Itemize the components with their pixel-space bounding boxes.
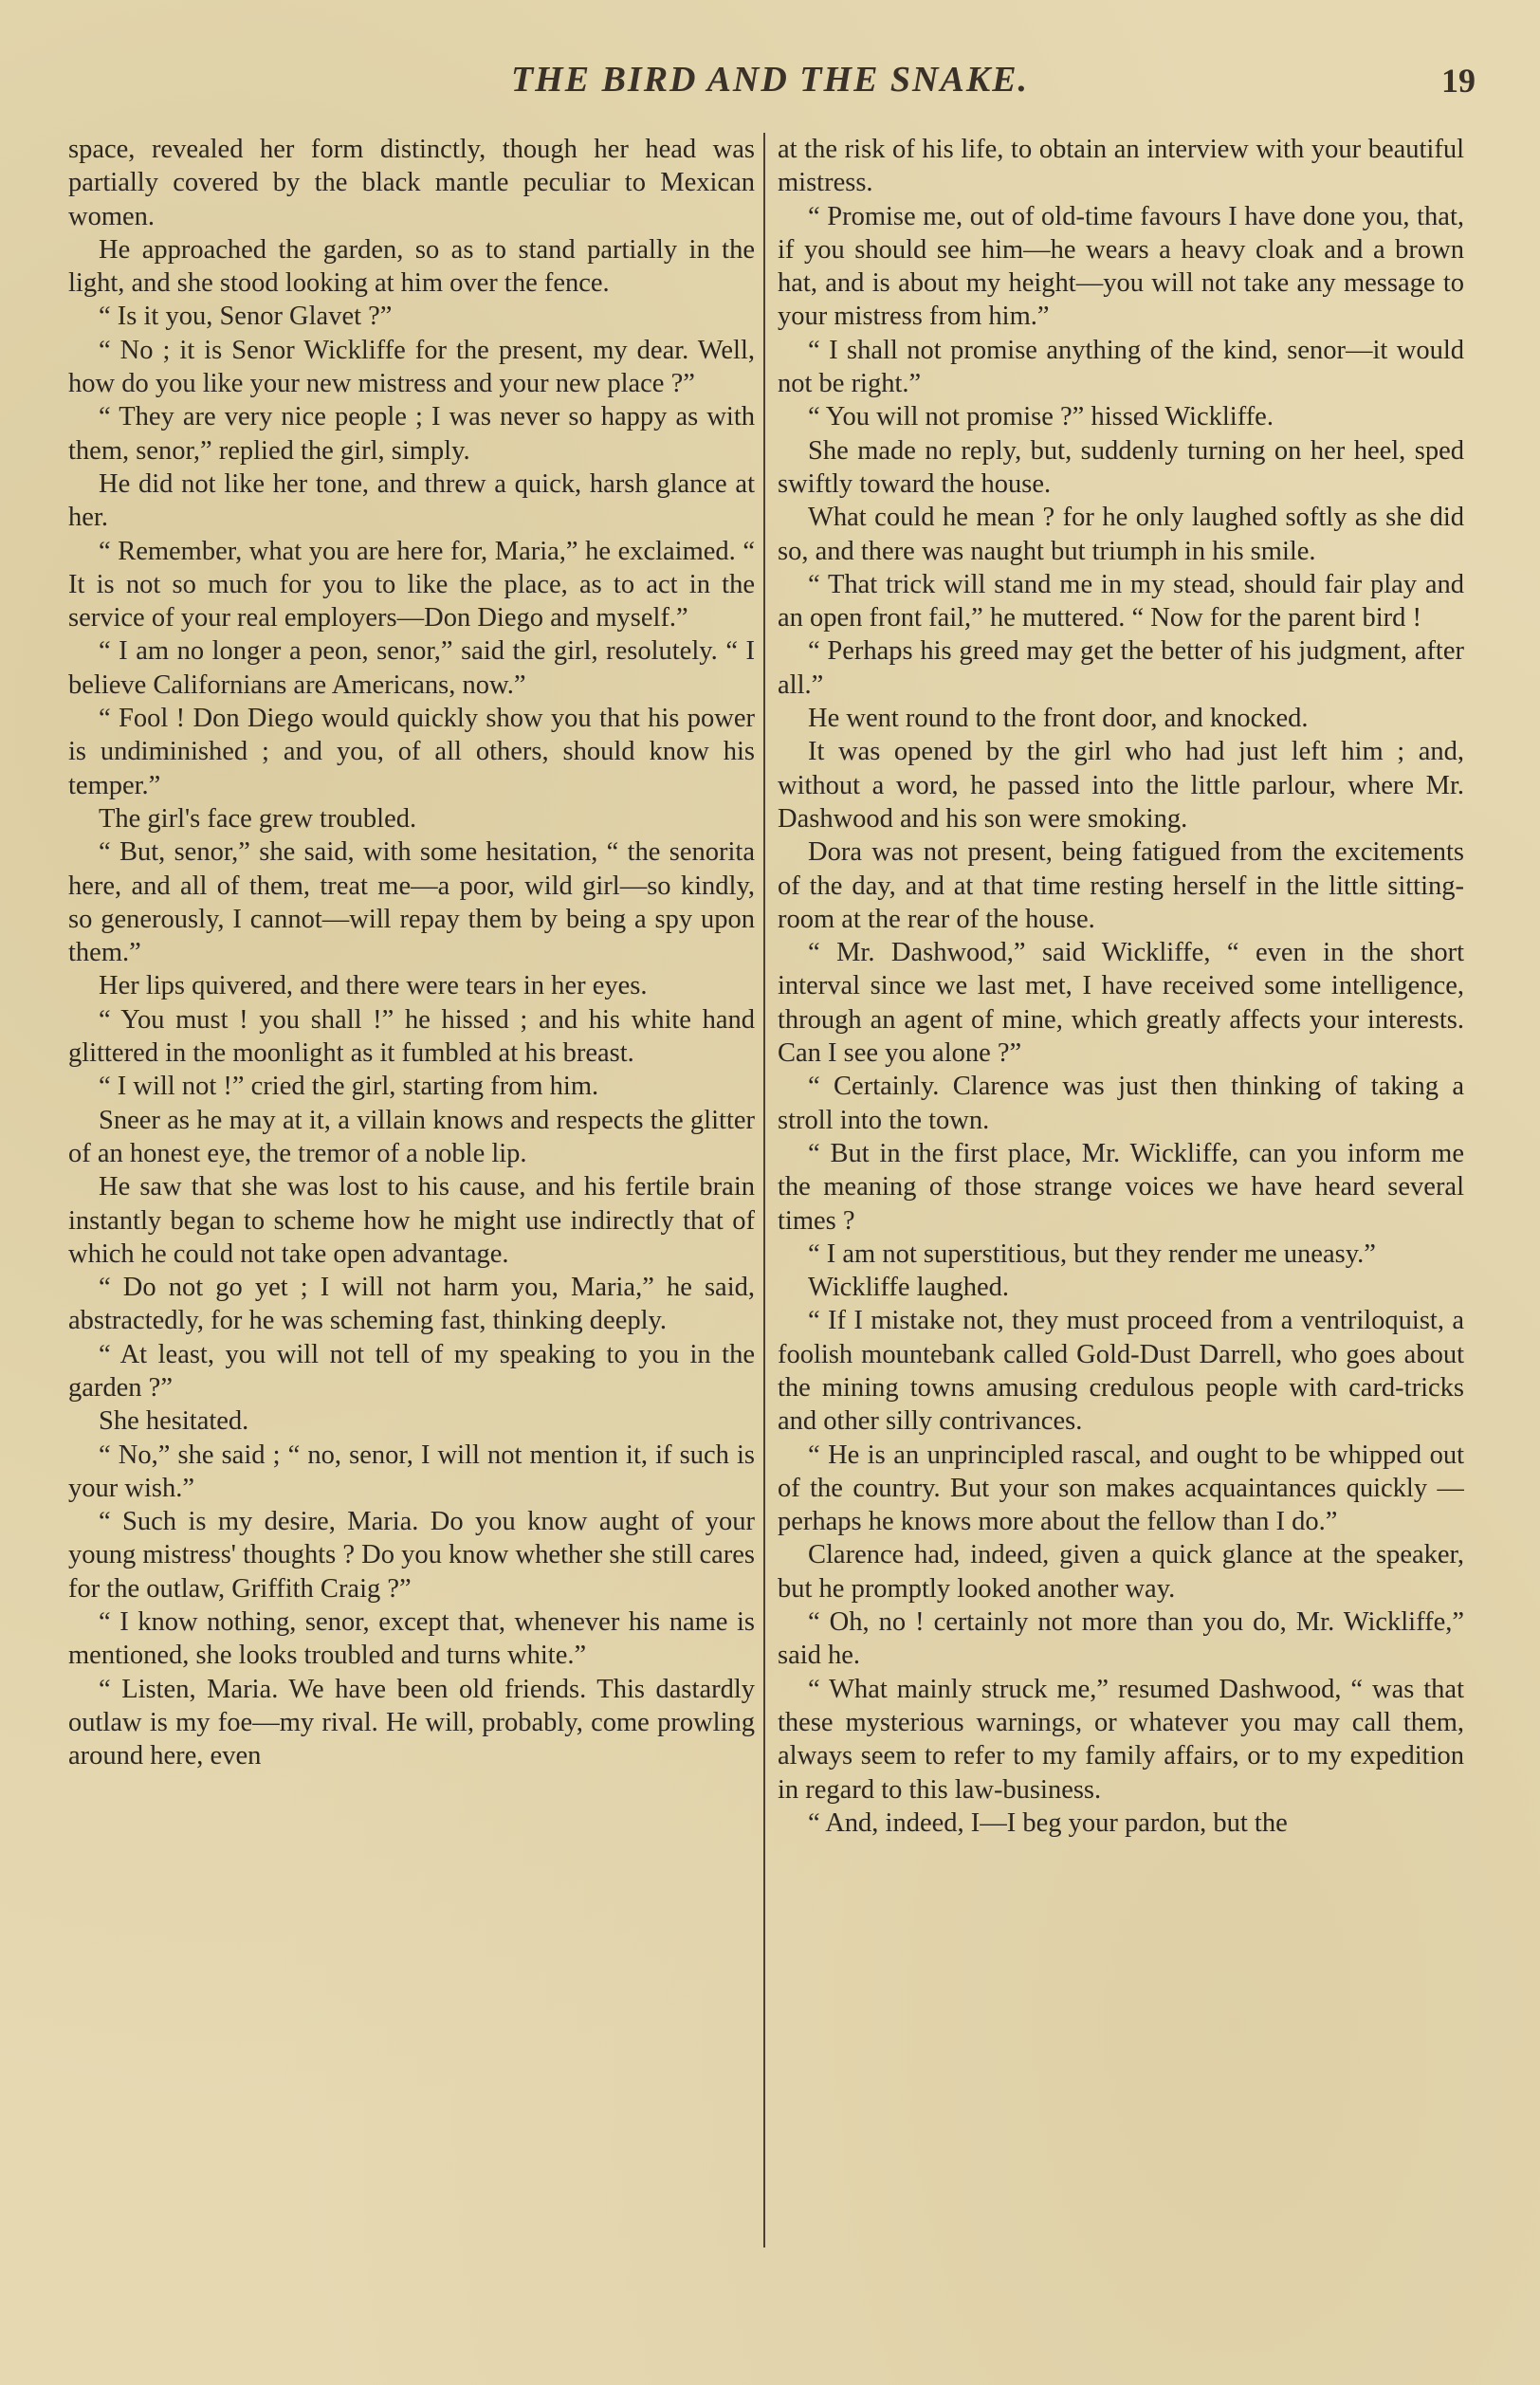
paragraph: “ You will not promise ?” hissed Wickliffe. [808, 402, 1274, 432]
paragraph: “ No ; it is Senor Wickliffe for the present, my dear. Well, how do you like your new mistress and your new place ?” [68, 335, 755, 399]
paragraph: space, revealed her form distinctly, though her head was partially covered by the black mantle peculiar to Mexican women. [68, 135, 755, 231]
paragraph: Sneer as he may at it, a villain knows and respects the glitter of an honest eye, the tremor of a noble lip. [68, 1105, 755, 1168]
paragraph: Her lips quivered, and there were tears in her eyes. [99, 971, 648, 1001]
paragraph: “ Promise me, out of old-time favours I have done you, that, if you should see him—he wears a heavy cloak and a brown hat, and is about my height—you will not take any message to your mistress from him.” [778, 201, 1464, 332]
paragraph: “ Is it you, Senor Glavet ?” [99, 302, 393, 332]
paragraph: He saw that she was lost to his cause, and his fertile brain instantly began to scheme how he might use indirectly that of which he could not take open advantage. [68, 1172, 755, 1269]
paragraph: at the risk of his life, to obtain an interview with your beautiful mistress. [778, 135, 1464, 198]
paragraph: Dora was not present, being fatigued from the excitements of the day, and at that time resting herself in the little sitting-room at the rear of the house. [778, 837, 1464, 934]
paragraph: She hesitated. [99, 1406, 249, 1437]
paragraph: “ Such is my desire, Maria. Do you know aught of your young mistress' thoughts ? Do you know whether she still cares for the outlaw, Griffith Craig ?” [68, 1507, 755, 1604]
paragraph: “ I am no longer a peon, senor,” said the girl, resolutely. “ I believe Californians are Americans, now.” [68, 636, 755, 700]
right-column [778, 133, 1464, 2295]
paragraph: “ Listen, Maria. We have been old friends. This dastardly outlaw is my foe—my rival. He will, probably, come prowling around here, even [68, 1674, 755, 1771]
paragraph: It was opened by the girl who had just left him ; and, without a word, he passed into the little parlour, where Mr. Dashwood and his son were smoking. [778, 737, 1464, 834]
paragraph: “ Perhaps his greed may get the better of his judgment, after all.” [778, 636, 1464, 700]
paragraph: “ Fool ! Don Diego would quickly show you that his power is undiminished ; and you, of all others, should know his temper.” [68, 704, 755, 800]
running-title: THE BIRD AND THE SNAKE. [510, 60, 1030, 100]
paragraph: “ They are very nice people ; I was never so happy as with them, senor,” replied the girl, simply. [68, 402, 755, 466]
paragraph: He approached the garden, so as to stand partially in the light, and she stood looking at him over the fence. [68, 234, 755, 299]
page-header [0, 59, 1540, 106]
paragraph: “ Oh, no ! certainly not more than you do, Mr. Wickliffe,” said he. [778, 1607, 1464, 1671]
paragraph: “ I am not superstitious, but they render me uneasy.” [808, 1238, 1376, 1269]
paragraph: “ He is an unprincipled rascal, and ought to be whipped out of the country. But your son makes acquaintances quickly — perhaps he knows more about the fellow than I do.” [778, 1440, 1464, 1537]
left-column [68, 133, 755, 2295]
paragraph: “ At least, you will not tell of my speaking to you in the garden ?” [68, 1339, 755, 1403]
paragraph: Wickliffe laughed. [808, 1273, 1009, 1303]
paragraph: “ If I mistake not, they must proceed from a ventriloquist, a foolish mountebank called Gold-Dust Darrell, who goes about the mining towns amusing credulous people with card-tricks and other silly contrivances. [778, 1306, 1464, 1437]
paragraph: “ I know nothing, senor, except that, whenever his name is mentioned, she looks troubled and turns white.” [68, 1607, 755, 1671]
paragraph: “ But in the first place, Mr. Wickliffe, can you inform me the meaning of those strange voices we have heard several times ? [778, 1138, 1464, 1236]
paragraph: “ You must ! you shall !” he hissed ; and his white hand glittered in the moonlight as it fumbled at his breast. [68, 1004, 755, 1069]
paragraph: “ No,” she said ; “ no, senor, I will not mention it, if such is your wish.” [68, 1440, 755, 1503]
paragraph: “ Certainly. Clarence was just then thinking of taking a stroll into the town. [778, 1072, 1464, 1135]
paragraph: “ What mainly struck me,” resumed Dashwood, “ was that these mysterious warnings, or whatever you may call them, always seem to refer to my family affairs, or to my expedition in regard to this law-business. [778, 1674, 1464, 1805]
paragraph: “ But, senor,” she said, with some hesitation, “ the senorita here, and all of them, treat me—a poor, wild girl—so kindly, so generously, I cannot—will repay them by being a spy upon them.” [68, 837, 755, 968]
paragraph: She made no reply, but, suddenly turning on her heel, sped swiftly toward the house. [778, 435, 1464, 499]
page-number: 19 [1441, 62, 1476, 100]
paragraph: The girl's face grew troubled. [99, 803, 417, 834]
paragraph: Clarence had, indeed, given a quick glance at the speaker, but he promptly looked another way. [778, 1540, 1464, 1604]
paragraph: “ I shall not promise anything of the kind, senor—it would not be right.” [778, 335, 1464, 399]
paragraph: “ And, indeed, I—I beg your pardon, but the [808, 1807, 1288, 1838]
paragraph: “ Do not go yet ; I will not harm you, Maria,” he said, abstractedly, for he was scheming fast, thinking deeply. [68, 1273, 755, 1336]
paragraph: “ I will not !” cried the girl, starting from him. [99, 1072, 599, 1102]
paragraph: What could he mean ? for he only laughed softly as she did so, and there was naught but triumph in his smile. [778, 503, 1464, 566]
paragraph: He did not like her tone, and threw a quick, harsh glance at her. [68, 468, 755, 533]
paragraph: “ That trick will stand me in my stead, should fair play and an open front fail,” he muttered. “ Now for the parent bird ! [778, 569, 1464, 633]
paragraph: He went round to the front door, and knocked. [808, 704, 1309, 734]
column-divider [763, 133, 765, 2247]
paragraph: “ Mr. Dashwood,” said Wickliffe, “ even in the short interval since we last met, I have received some intelligence, through an agent of mine, which greatly affects your interests. Can I see you alone ?” [778, 938, 1464, 1069]
paragraph: “ Remember, what you are here for, Maria,” he exclaimed. “ It is not so much for you to like the place, as to act in the service of your real employers—Don Diego and myself.” [68, 536, 755, 633]
